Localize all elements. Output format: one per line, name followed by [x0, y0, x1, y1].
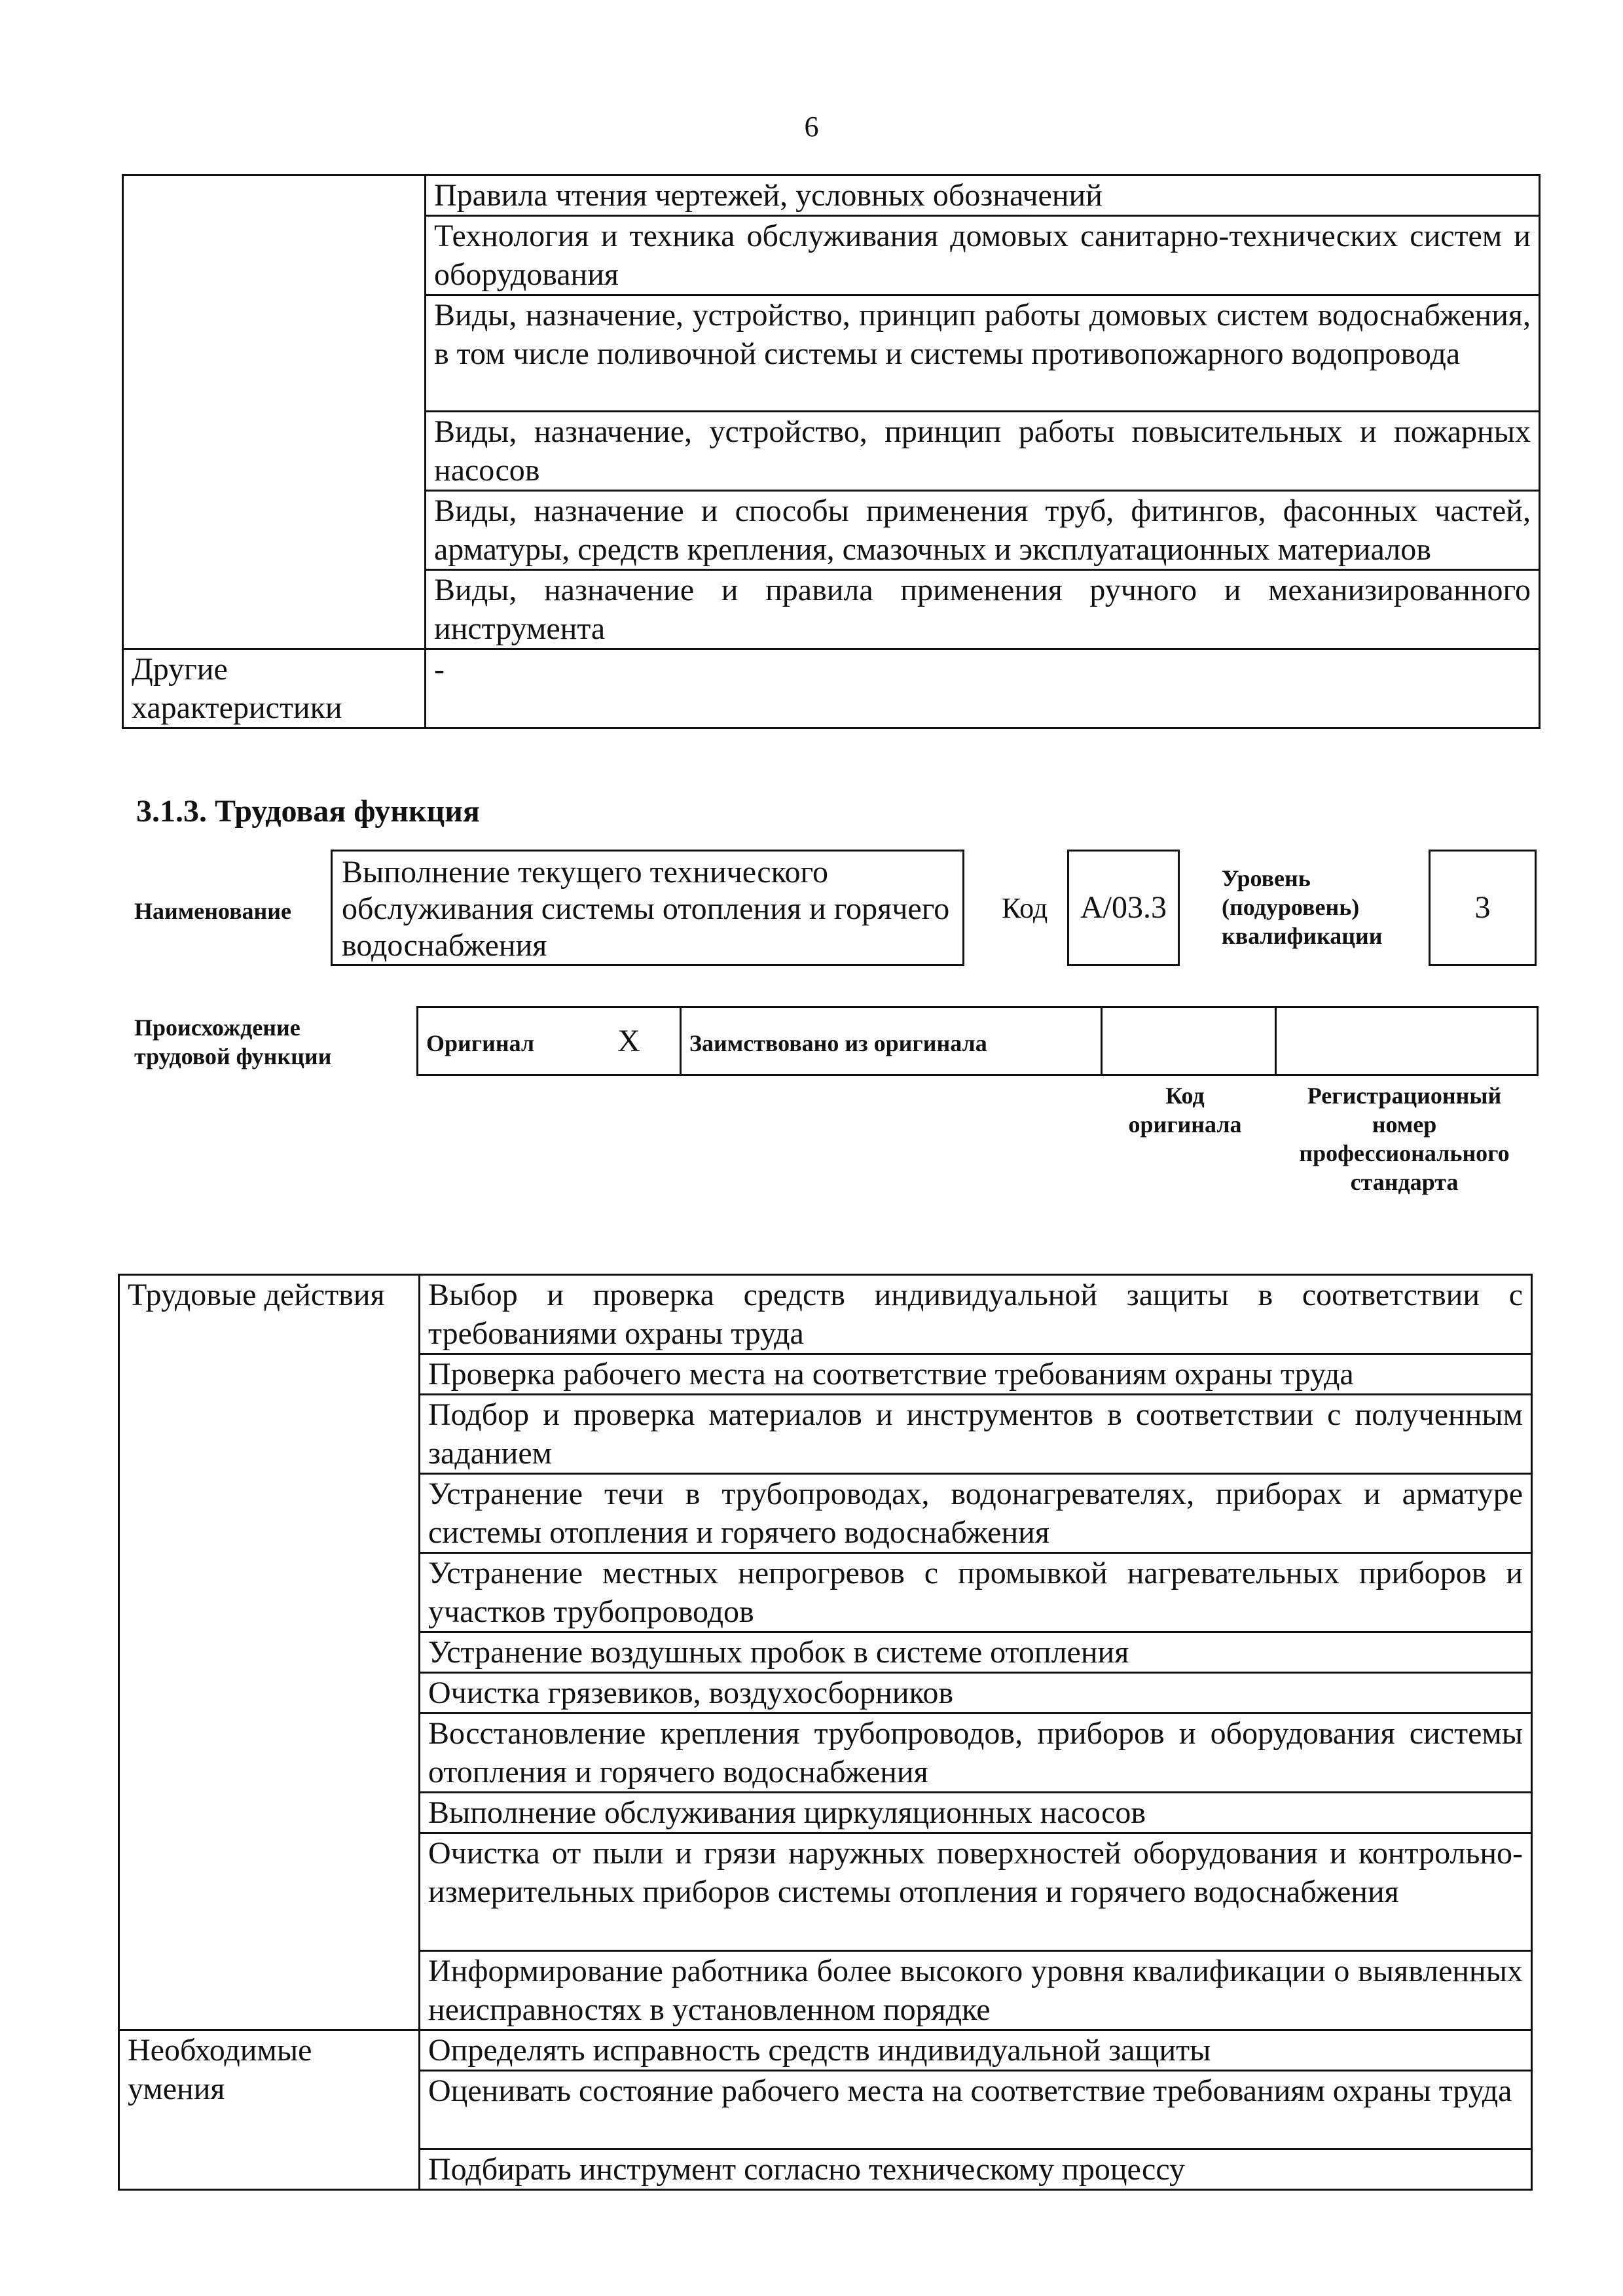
name-value-box [331, 850, 964, 966]
knowledge-item: Виды, назначение и способы применения труб, фитингов, фасонных частей, арматуры, средств крепления, смазочных и эксплуатационных материалов [426, 491, 1540, 570]
knowledge-item: Технология и техника обслуживания домовых санитарно-технических систем и оборудования [426, 216, 1540, 295]
level-label: Уровень (подуровень) квалификации [1222, 865, 1383, 949]
registration-caption: Регистрационный номер профессионального стандарта [1299, 1083, 1510, 1195]
original-code-cell [1102, 1007, 1276, 1075]
name-value: Выполнение текущего технического обслуживания системы отопления и горячего водоснабжения [342, 855, 950, 963]
labor-action: Выполнение обслуживания циркуляционных насосов [420, 1793, 1532, 1833]
labor-action: Подбор и проверка материалов и инструментов в соответствии с полученным заданием [420, 1395, 1532, 1474]
level-value-box [1429, 850, 1537, 966]
knowledge-table [122, 174, 1541, 729]
original-mark: X [617, 1024, 640, 1058]
knowledge-item: Виды, назначение и правила применения ручного и механизированного инструмента [426, 570, 1540, 649]
code-label: Код [1002, 892, 1048, 924]
labor-action: Устранение местных непрогревов с промывкой нагревательных приборов и участков трубопроводов [420, 1553, 1532, 1632]
labor-action: Информирование работника более высокого уровня квалификации о выявленных неисправностях в установленном порядке [420, 1951, 1532, 2030]
other-characteristics-label: Другие характеристики [123, 649, 426, 728]
page-number: 6 [804, 111, 819, 143]
borrowed-label: Заимствовано из оригинала [689, 1030, 987, 1056]
labor-action: Восстановление крепления трубопроводов, приборов и оборудования системы отопления и горячего водоснабжения [420, 1713, 1532, 1793]
main-table [118, 1274, 1533, 2191]
code-value: A/03.3 [1080, 890, 1167, 925]
knowledge-item: Правила чтения чертежей, условных обозначений [426, 175, 1540, 216]
section-title: 3.1.3. Трудовая функция [136, 794, 480, 829]
origin-table [416, 1006, 1539, 1076]
labor-action: Очистка грязевиков, воздухосборников [420, 1673, 1532, 1713]
labor-action: Устранение течи в трубопроводах, водонагревателях, приборах и арматуре системы отопления и горячего водоснабжения [420, 1474, 1532, 1553]
other-characteristics-value: - [426, 649, 1540, 728]
borrowed-cell [681, 1007, 1102, 1075]
required-skill: Определять исправность средств индивидуальной защиты [420, 2030, 1532, 2071]
required-skills-label: Необходимые умения [119, 2030, 420, 2190]
labor-action: Проверка рабочего места на соответствие требованиям охраны труда [420, 1354, 1532, 1395]
original-cell [418, 1007, 681, 1075]
required-skill: Подбирать инструмент согласно техническому процессу [420, 2149, 1532, 2190]
original-label: Оригинал [426, 1030, 535, 1056]
labor-action: Выбор и проверка средств индивидуальной защиты в соответствии с требованиями охраны труда [420, 1275, 1532, 1354]
code-caption: Код оригинала [1128, 1083, 1242, 1138]
labor-action: Очистка от пыли и грязи наружных поверхностей оборудования и контрольно-измерительных приборов системы отопления и горячего водоснабжения [420, 1833, 1532, 1951]
level-value: 3 [1474, 890, 1491, 925]
registration-number-cell [1276, 1007, 1538, 1075]
name-label: Наименование [134, 898, 291, 924]
knowledge-label-cell [123, 175, 426, 649]
labor-action: Устранение воздушных пробок в системе отопления [420, 1632, 1532, 1673]
knowledge-item: Виды, назначение, устройство, принцип работы повысительных и пожарных насосов [426, 412, 1540, 491]
code-value-box [1067, 850, 1180, 966]
origin-label: Происхождение трудовой функции [134, 1014, 332, 1069]
required-skill: Оценивать состояние рабочего места на соответствие требованиям охраны труда [420, 2071, 1532, 2149]
knowledge-item: Виды, назначение, устройство, принцип работы домовых систем водоснабжения, в том числе поливочной системы и системы противопожарного водопровода [426, 295, 1540, 412]
labor-actions-label: Трудовые действия [119, 1275, 420, 2030]
